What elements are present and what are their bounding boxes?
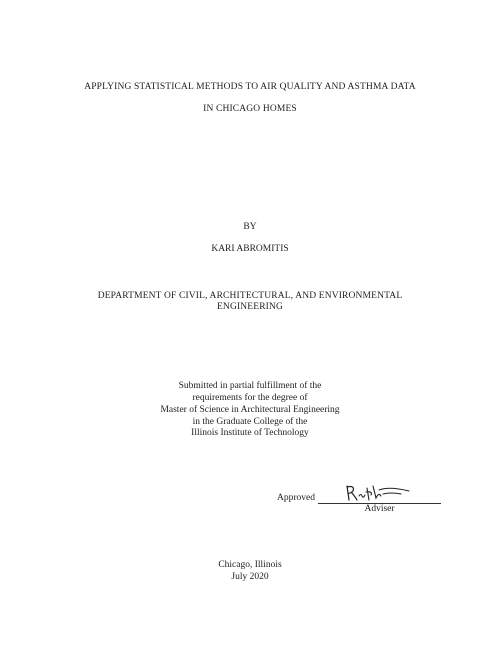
approval-block bbox=[277, 488, 447, 528]
department-line-2: ENGINEERING bbox=[216, 302, 284, 312]
approved-label: Approved bbox=[277, 493, 315, 503]
submission-line: requirements for the degree of bbox=[192, 393, 308, 403]
author-name: KARI ABROMITIS bbox=[211, 244, 289, 254]
submission-line: in the Graduate College of the bbox=[192, 417, 308, 427]
thesis-title-line-1: APPLYING STATISTICAL METHODS TO AIR QUALITY AND ASTHMA DATA bbox=[84, 82, 416, 92]
by-label: BY bbox=[243, 222, 257, 232]
date-text: July 2020 bbox=[231, 572, 269, 582]
submission-line: Master of Science in Architectural Engineering bbox=[160, 405, 340, 415]
submission-line: Illinois Institute of Technology bbox=[191, 428, 309, 438]
department-line-1: DEPARTMENT OF CIVIL, ARCHITECTURAL, AND ENVIRONMENTAL bbox=[97, 291, 403, 301]
adviser-label: Adviser bbox=[364, 504, 395, 514]
submission-line: Submitted in partial fulfillment of the bbox=[178, 381, 322, 391]
place-text: Chicago, Illinois bbox=[218, 560, 282, 570]
thesis-title-line-2: IN CHICAGO HOMES bbox=[203, 104, 297, 114]
